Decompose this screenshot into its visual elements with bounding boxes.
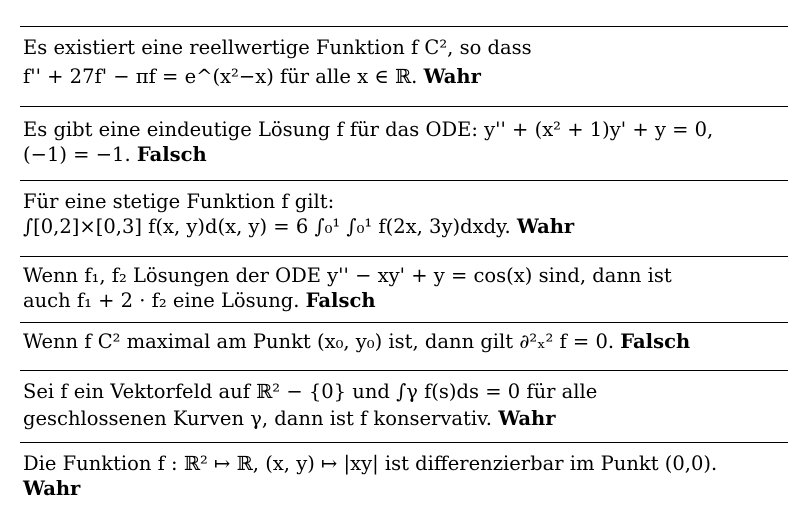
statement-line: ∫[0,2]×[0,3] f(x, y)d(x, y) = 6 ∫₀¹ ∫₀¹ f(2x, 3y)dxdy. — [23, 215, 511, 238]
verdict-label: Falsch — [305, 289, 376, 312]
statement-line: Wenn f C² maximal am Punkt (x₀, y₀) ist, dann gilt ∂²ₓ² f = 0. — [23, 330, 615, 353]
statement-line: auch f₁ + 2 · f₂ eine Lösung. — [23, 289, 300, 312]
statement-line: Es gibt eine eindeutige Lösung f für das ODE: y'' + (x² + 1)y' + y = 0, — [23, 118, 714, 141]
statements-table — [20, 26, 788, 502]
statement-line: Die Funktion f : ℝ² ↦ ℝ, (x, y) ↦ |xy| ist differenzierbar im Punkt (0,0). — [23, 452, 718, 475]
statement-row — [20, 180, 788, 256]
statement-line: geschlossenen Kurven γ, dann ist f konservativ. — [23, 407, 492, 430]
verdict-label: Falsch — [620, 330, 691, 353]
verdict-label: Wahr — [516, 215, 575, 238]
statement-row — [20, 370, 788, 442]
statement-line: (−1) = −1. — [23, 143, 131, 166]
statement-line: Sei f ein Vektorfeld auf ℝ² − {0} und ∫γ f(s)ds = 0 für alle — [23, 380, 598, 403]
statement-row — [20, 106, 788, 180]
verdict-label: Wahr — [423, 65, 481, 88]
statement-row — [20, 256, 788, 322]
verdict-label: Wahr — [23, 477, 81, 500]
verdict-label: Wahr — [498, 407, 556, 430]
statement-row — [20, 322, 788, 370]
statement-row — [20, 26, 788, 106]
statement-row — [20, 442, 788, 502]
statement-line: f'' + 27f' − πf = e^(x²−x) für alle x ∈ ℝ. — [23, 65, 418, 88]
statement-line: Wenn f₁, f₂ Lösungen der ODE y'' − xy' + y = cos(x) sind, dann ist — [23, 264, 672, 287]
statement-line: Es existiert eine reellwertige Funktion f C², so dass — [23, 36, 532, 59]
statement-line: Für eine stetige Funktion f gilt: — [23, 190, 335, 213]
verdict-label: Falsch — [136, 143, 207, 166]
